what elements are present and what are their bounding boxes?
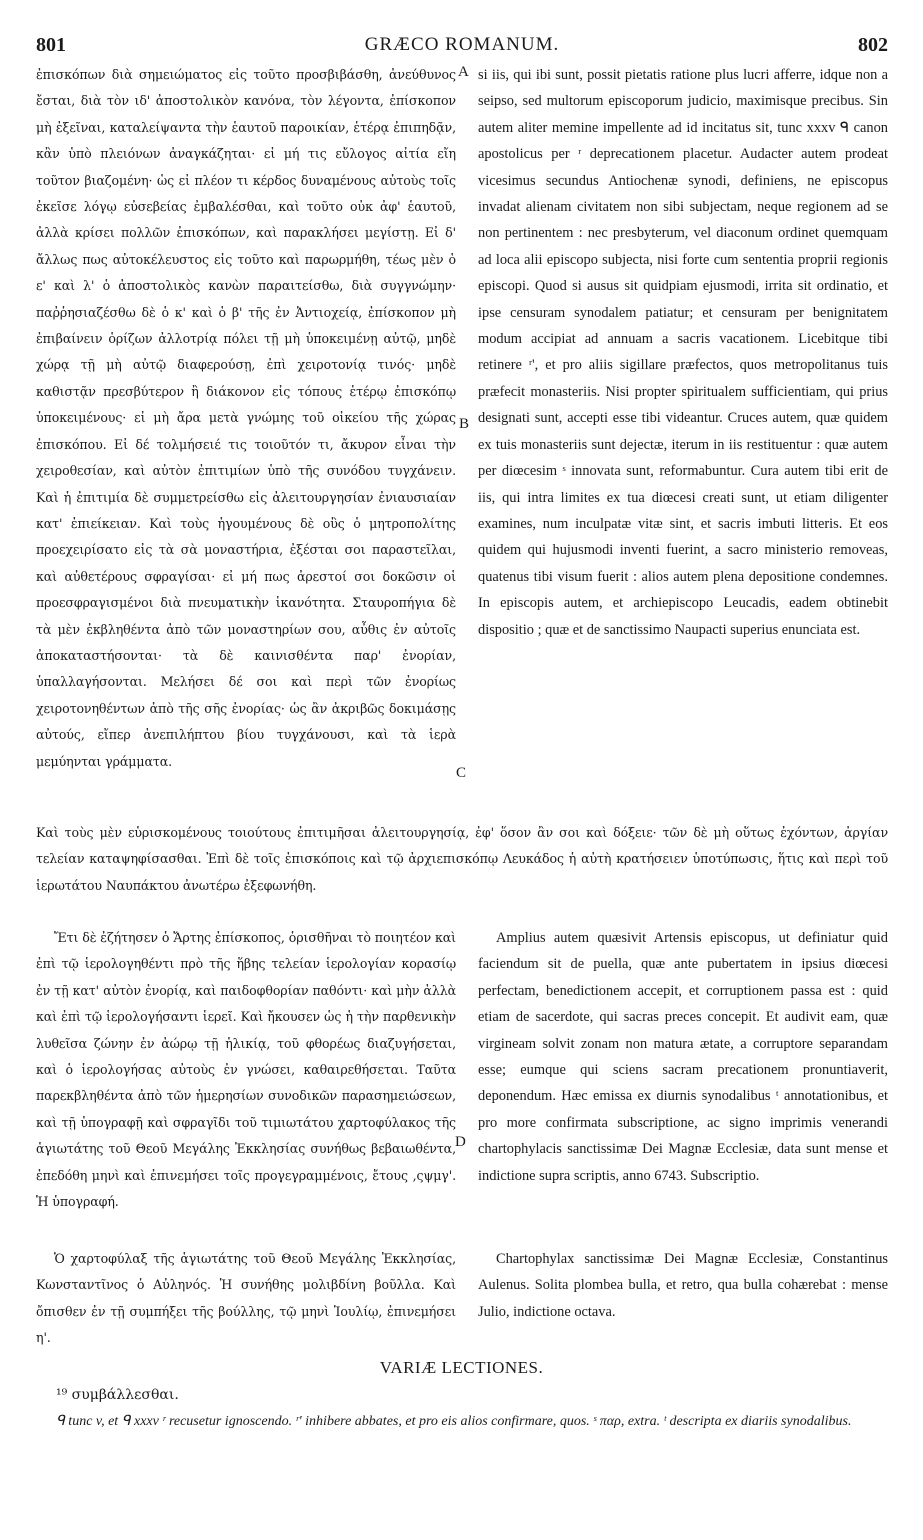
latin-column-upper [478, 62, 888, 643]
latin-paragraph-artes: Amplius autem quæsivit Artensis episcopus, ut definiatur quid faciendum sit de puella, quæ ante pubertatem in ipsius diœcesi perfectam, benedictionem accepit, et corruptionem passa est : quid etiam de sacerdote, qui sacras preces concepit. Et audivit eam, quæ virgineam solvit zonam non matura ætate, a corruptore separandam esse; eumque qui sciens sacram precationem pronuntiaverit, deponendum. Hæc emissa ex diurnis synodalibus ᵗ annotationibus, et pro more confirmata subscriptione, ac signo imprimis venerandi chartophylacis sanctissimæ Dei Magnæ Ecclesiæ, data sunt mense et indictione supra scriptis, anno 6743. Subscriptio. [478, 930, 888, 1184]
section-marker-b: B [459, 416, 470, 432]
right-page-number: 802 [858, 34, 888, 56]
latin-column-middle [478, 925, 888, 1189]
footnote-latin-variants: ᑫ tunc v, et ᑫ xxxv ʳ recusetur ignoscendo. ʳ' inhibere abbates, et pro eis alios confirmare, quos. ˢ παρ, extra. ᵗ descripta ex diariis synodalibus. [56, 1414, 852, 1429]
greek-paragraph-artes: Ἔτι δὲ ἐζήτησεν ὁ Ἄρτης ἐπίσκοπος, ὁρισθῆναι τὸ ποιητέον καὶ ἐπὶ τῷ ἱερολογηθέντι πρὸ τῆς ἥβης τελείαν ἱερολογίαν κορασίῳ ἐν τῇ κατ' αὐτὸν ἐνορίᾳ, καὶ παιδοφθορίαν παθόντι· καὶ μὴν ἀλλὰ καὶ ἐπὶ τῷ ἱερολογήσαντι ἱερεῖ. Καὶ ἤκουσεν ὡς ἡ τὴν παρθενικὴν λυθεῖσα ζώνην ἐν ἀώρῳ τῇ ἡλικίᾳ, τοῦ φθορέως διαζυγήσεται, καὶ ὁ ἱερολογήσας αὐτοὺς ἐν γνώσει, καθαιρεθήσεται. Ταῦτα παρεκβληθέντα ἀπὸ τῶν ἡμερησίων συνοδικῶν παρασημειώσεων, καὶ τῇ ὑπογραφῇ καὶ σφραγῖδι τοῦ τιμιωτάτου χαρτοφύλακος τῆς ἁγιωτάτης τοῦ Θεοῦ Μεγάλης Ἐκκλησίας συνήθως βεβαιωθέντα, ἐπεδόθη μηνὶ καὶ ἐπινεμήσει τοῖς προγεγραμμένοις, ἔτους ,ςψμγ'. Ἡ ὑπογραφή. [36, 930, 456, 1210]
left-page-number: 801 [36, 34, 66, 56]
running-title: GRÆCO ROMANUM. [364, 34, 560, 55]
greek-column-upper [36, 62, 456, 775]
footnote-greek-variant: ¹⁹ συμβάλλεσθαι. [56, 1387, 179, 1403]
latin-paragraph: si iis, qui ibi sunt, possit pietatis ratione plus lucri afferre, idque non a seipso, sed multorum episcoporum judicio, maximisque precibus. Sin autem aliter memine impellente ad id incitatus sit, tunc xxxv ᑫ canon apostolicus per ʳ deprecationem placetur. Audacter autem prodeat vicesimus secundus Antiochenæ synodi, definiens, ne episcopus invadat alienam civitatem non sibi subjectam, neque regionem ad se non pertinentem : nec presbyterum, vel diaconum ordinet quemquam ad loca alii episcopo subjecta, nisi forte cum sententia proprii regionis episcopi. Quod si ausus sit quidpiam ejusmodi, irrita sit ordinatio, et ipse censuram synodalem patiatur; et censuram per benignitatem modum accipiat ad annuam a sacris vacationem. Licebitque tibi retinere ʳ', et pro aliis sigillare præfectos, quos metropolitanus tuis præfecit monasteriis. Nisi propter spiritualem sufficientiam, qui prius designati sunt, accepti esse tibi videantur. Cruces autem, quæ quidem ex tuis monasteriis sunt dejectæ, iterum in iis restituentur : quæ autem per diœcesim ˢ innovata sunt, reformabuntur. Cura autem tibi erit de iis, qui intra limites ex tua diœcesi creati sunt, ut etiam diligenter examines, num inculpatæ vitæ sint, et sacris imbuti litteris. Et eos quidem qui hujusmodi inventi fuerint, a sacro ministerio removeas, quatenus tibi visum fuerit : alios autem plena depositione condemnes. In episcopis autem, et archiepiscopo Leucadis, eadem obtinebit dispositio ; quæ et de sanctissimo Naupacti superius enunciata est. [478, 67, 888, 638]
greek-paragraph-span: Καὶ τοὺς μὲν εὑρισκομένους τοιούτους ἐπιτιμῆσαι ἀλειτουργησίᾳ, ἐφ' ὅσον ἂν σοι καὶ δόξειε· τῶν δὲ μὴ οὕτως ἐχόντων, ἀργίαν τελείαν καταψηφίσασθαι. Ἐπὶ δὲ τοῖς ἐπισκόποις καὶ τῷ ἀρχιεπισκόπῳ Λευκάδος ἡ αὐτὴ κρατήσειεν ὑποτύπωσις, ἥτις καὶ περὶ τοῦ ἱερωτάτου Ναυπάκτου ἀνωτέρω ἐξεφωνήθη. [36, 825, 888, 893]
latin-column-lower [478, 1246, 888, 1325]
section-marker-d: D [455, 1134, 466, 1150]
page-header [36, 34, 888, 62]
greek-full-width-paragraph [36, 820, 888, 899]
greek-column-lower [36, 1246, 456, 1352]
section-marker-a: A [458, 64, 469, 80]
section-marker-c: C [456, 765, 467, 781]
variae-lectiones-heading: VARIÆ LECTIONES. [379, 1358, 544, 1377]
greek-paragraph: ἐπισκόπων διὰ σημειώματος εἰς τοῦτο προσβιβάσθη, ἀνεύθυνος ἔσται, διὰ τὸν ιδ' ἀποστολικὸν κανόνα, τὸν λέγοντα, ἐπίσκοπον μὴ ἐξεῖναι, καταλείψαντα τὴν ἑαυτοῦ παροικίαν, ἑτέρᾳ ἐπιπηδᾷν, κἂν ὑπὸ πλειόνων ἀναγκάζηται· εἰ μή τις εὔλογος αἰτία εἴη τοῦτον βιαζομένη· ὡς εἰ πλέον τι κέρδος δυναμένους αὐτοὺς τοῖς ἐκεῖσε λόγῳ εὐσεβείας ἐμβαλέσθαι, καὶ τοῦτο οὐκ ἀφ' ἑαυτοῦ, ἀλλὰ κρίσει πολλῶν ἐπισκόπων, καὶ παρακλήσει μεγίστῃ. Εἰ δ' ἄλλως πως αὐτοκέλευστος εἰς τοῦτο καὶ παρωρμήθη, τέως μὲν ὁ ε' καὶ λ' ὁ ἀποστολικὸς κανὼν παραιτείσθω, διὰ συγγνώμην· παῤῥησιαζέσθω δὲ ὁ κ' καὶ ὁ β' τῆς ἐν Ἀντιοχείᾳ, ἐπίσκοπον μὴ ἐπιβαίνειν ὁρίζων ἀλλοτρίᾳ πόλει τῇ μὴ ὑποκειμένῃ αὐτῷ, μηδὲ χώρᾳ τῇ μὴ αὐτῷ διαφερούσῃ, ἐπὶ χειροτονίᾳ τινός· μηδὲ καθιστᾷν πρεσβύτερον ἢ διάκονον εἰς τόπους ἑτέρῳ ἐπισκόπῳ ὑποκειμένους· εἰ μὴ ἄρα μετὰ γνώμης τοῦ οἰκείου τῆς χώρας ἐπισκόπου. Εἰ δέ τολμήσειέ τις τοιοῦτόν τι, ἄκυρον εἶναι τὴν χειροθεσίαν, καὶ αὐτὸν ἐπιτιμίων ὑπὸ τῆς συνόδου τυγχάνειν. Καὶ ἡ ἐπιτιμία δὲ συμμετρείσθω εἰς ἀλειτουργησίαν ἐνιαυσιαίαν κατ' ἐπιείκειαν. Καὶ τοὺς ἡγουμένους δὲ οὓς ὁ μητροπολίτης προεχειρίσατο εἰς τὰ σὰ μοναστήρια, ἐξέσται σοι παραστεῖλαι, καὶ αὐθετέρους σφραγίσαι· εἰ μή πως ἀρεστοί σοι δοκῶσιν οἱ προεσφραγισμένοι διὰ πνευματικὴν ἱκανότητα. Σταυροπήγια δὲ τὰ μὲν ἐκβληθέντα ἀπὸ τῶν μοναστηρίων σου, αὖθις ἐν αὐτοῖς ἀποκαταστήσονται· τὰ δὲ καινισθέντα παρ' ἐνορίαν, ὑπαλλαγήσονται. Μελήσει δέ σοι καὶ περὶ τῶν ἐνορίως χειροτονηθέντων ἀπὸ τῆς σῆς ἐνορίας· ὡς ἂν ἀκριβῶς δοκιμάσῃς αὐτούς, εἴπερ ἀνεπιλήπτου βίου τυγχάνουσι, καὶ τὰ ἱερὰ μεμύηνται γράμματα. [36, 67, 456, 769]
greek-paragraph-chartophylax: Ὁ χαρτοφύλαξ τῆς ἁγιωτάτης τοῦ Θεοῦ Μεγάλης Ἐκκλησίας, Κωνσταντῖνος ὁ Αὐληνός. Ἡ συνήθης μολιβδίνη βοῦλλα. Καὶ ὄπισθεν ἐν τῇ συμπήξει τῆς βούλλης, τῷ μηνὶ Ἰουλίῳ, ἐπινεμήσει η'. [36, 1251, 456, 1346]
latin-paragraph-chartophylax: Chartophylax sanctissimæ Dei Magnæ Ecclesiæ, Constantinus Aulenus. Solita plombea bulla, et retro, qua bulla cohærebat : mense Julio, indictione octava. [478, 1251, 888, 1320]
greek-column-middle [36, 925, 456, 1215]
